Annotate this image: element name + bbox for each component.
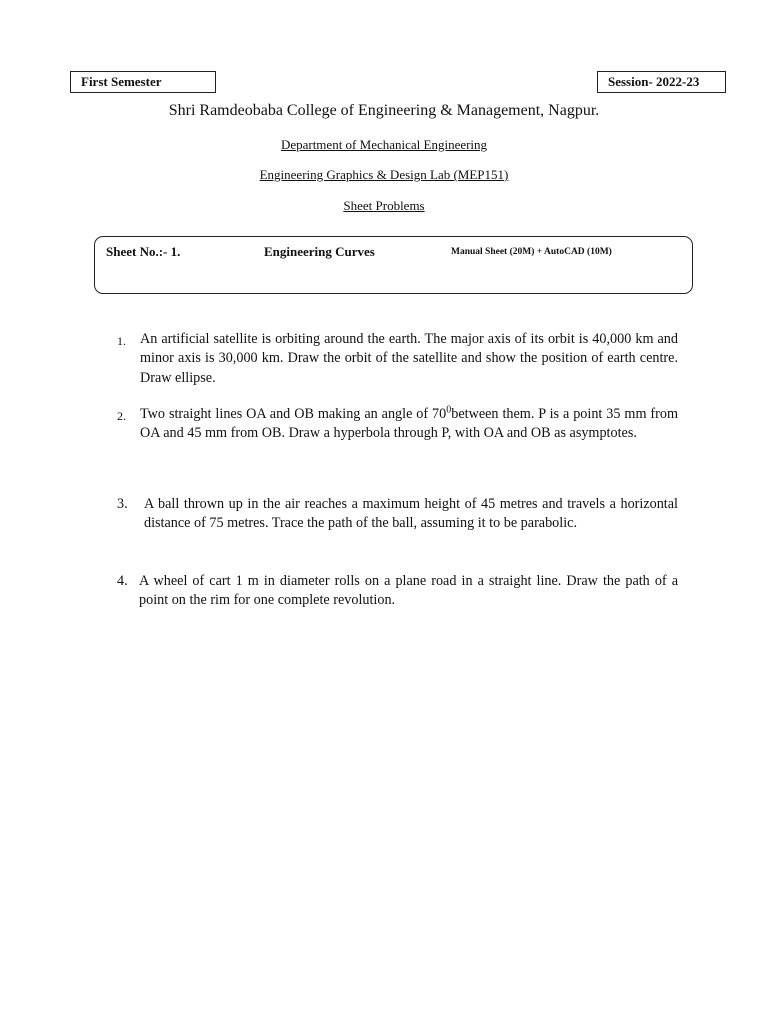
problem-text: A wheel of cart 1 m in diameter rolls on a plane road in a straight line. Draw the path of a point on the rim for one complete revolution. <box>139 573 678 609</box>
problem-text-part: Two straight lines OA and OB making an angle of 70 <box>140 406 447 422</box>
problem-text <box>117 405 678 444</box>
problem-item <box>117 330 678 388</box>
problem-number: 4. <box>117 573 128 589</box>
problem-text: A ball thrown up in the air reaches a maximum height of 45 metres and travels a horizontal distance of 75 metres. Trace the path of the ball, assuming it to be parabolic. <box>144 496 678 532</box>
problem-text: An artificial satellite is orbiting around the earth. The major axis of its orbit is 40,000 km and minor axis is 30,000 km. Draw the orbit of the satellite and show the position of earth centre. Draw ellipse. <box>140 331 678 386</box>
sheet-title: Engineering Curves <box>264 244 375 259</box>
lab-name: Engineering Graphics & Design Lab (MEP151) <box>259 167 509 182</box>
semester-box: First Semester <box>70 71 216 93</box>
problem-number: 2. <box>117 409 126 423</box>
problem-number: 1. <box>117 334 126 348</box>
sheet-problems-heading: Sheet Problems <box>343 198 425 213</box>
degree-superscript: 0 <box>446 404 452 416</box>
problem-item <box>117 495 678 534</box>
session-box: Session- 2022-23 <box>597 71 726 93</box>
problem-item <box>117 405 678 444</box>
sheet-number: Sheet No.:- 1. <box>106 244 181 259</box>
college-name: Shri Ramdeobaba College of Engineering & Management, Nagpur. <box>168 102 600 119</box>
sheet-info-box <box>94 236 693 294</box>
problem-number: 3. <box>117 496 128 512</box>
department-name: Department of Mechanical Engineering <box>280 137 488 152</box>
problem-text-part: between them. P is a point 35 mm from OA and 45 mm from OB. Draw a hyperbola through P, with OA and OB as asymptotes. <box>140 406 678 442</box>
sheet-marks: Manual Sheet (20M) + AutoCAD (10M) <box>451 247 612 257</box>
problem-item <box>117 572 678 611</box>
